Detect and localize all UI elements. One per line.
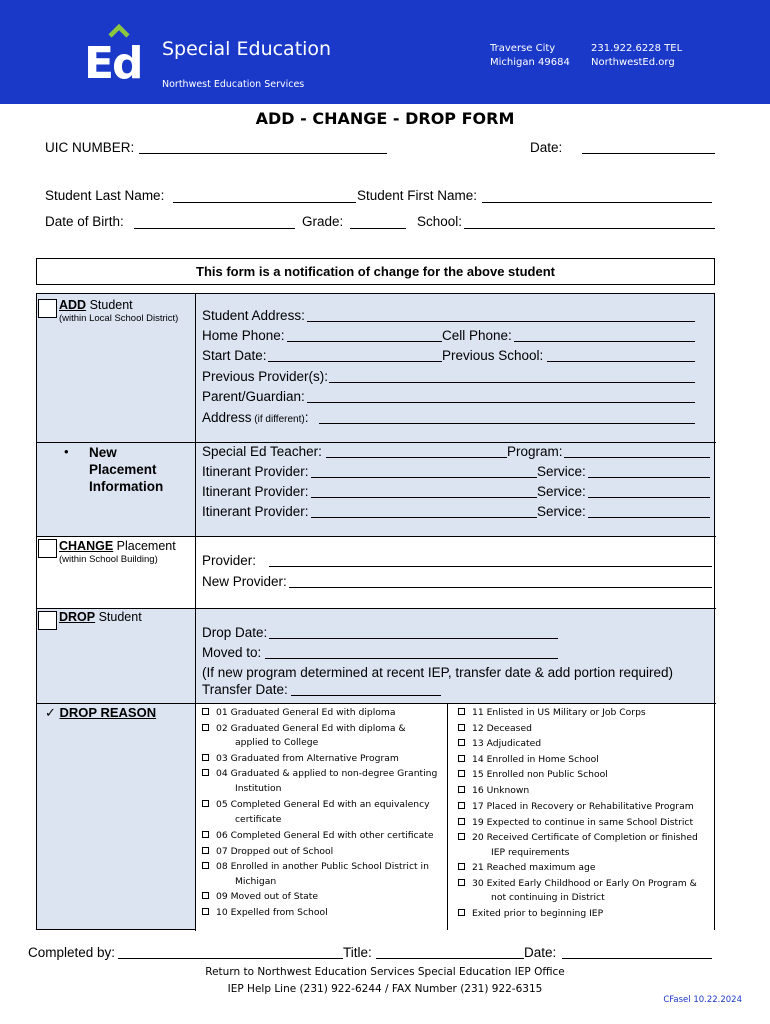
drop-reason-text <box>458 877 713 892</box>
logo-text: Ed <box>84 38 142 89</box>
reason-label: 17 Placed in Recovery or Rehabilitative Program <box>472 801 694 812</box>
reason-checkbox[interactable] <box>202 708 209 715</box>
reason-checkbox[interactable] <box>458 739 465 746</box>
drop-reason-item[interactable] <box>202 767 444 796</box>
transfer-date-line[interactable] <box>291 695 441 696</box>
title-label: Title: <box>343 945 372 960</box>
reason-checkbox[interactable] <box>202 892 209 899</box>
brand-title: Special Education <box>162 38 332 60</box>
drop-reason-text <box>202 860 444 875</box>
reason-checkbox[interactable] <box>458 708 465 715</box>
chevron-up-icon <box>108 24 130 38</box>
itinerant-provider-line-3[interactable] <box>311 517 537 518</box>
drop-reason-text <box>202 906 444 921</box>
reason-label: 05 Completed General Ed with an equivalency <box>216 799 430 810</box>
student-address-label: Student Address: <box>202 308 305 323</box>
reason-label: 14 Enrolled in Home School <box>472 753 599 765</box>
reason-label: 10 Expelled from School <box>216 906 328 918</box>
first-name-label: Student First Name: <box>357 188 478 203</box>
address-note: (if different) <box>251 414 305 425</box>
drop-reason-item[interactable] <box>202 752 444 767</box>
drop-reason-item[interactable] <box>202 706 444 721</box>
add-student-label <box>59 298 133 312</box>
drop-reason-text-cont: IEP requirements <box>491 846 570 858</box>
reason-label: 09 Moved out of State <box>216 891 319 902</box>
drop-reason-text <box>458 768 713 783</box>
drop-reason-item[interactable] <box>458 907 713 922</box>
footer-helpline: IEP Help Line (231) 922-6244 / FAX Number (231) 922-6315 <box>227 983 543 995</box>
drop-reason-text <box>458 784 713 799</box>
drop-reason-item[interactable] <box>458 877 713 906</box>
last-name-input-line[interactable] <box>173 202 356 203</box>
drop-date-line[interactable] <box>269 638 558 639</box>
new-provider-label: New Provider: <box>202 574 287 589</box>
drop-reason-item[interactable] <box>202 845 444 860</box>
row-divider <box>37 442 716 443</box>
reason-checkbox[interactable] <box>202 831 209 838</box>
drop-reason-item[interactable] <box>202 798 444 827</box>
guardian-line[interactable] <box>307 402 695 403</box>
column-divider <box>195 537 196 608</box>
reason-label: 30 Exited Early Childhood or Early On Program & <box>472 877 697 889</box>
date-label: Date: <box>530 140 563 155</box>
city-line-1: Traverse City <box>490 43 556 54</box>
moved-to-line[interactable] <box>265 658 558 659</box>
reason-checkbox[interactable] <box>458 879 465 886</box>
drop-reason-item[interactable] <box>458 753 713 768</box>
address-different-line[interactable] <box>319 423 695 424</box>
reason-label: 13 Adjudicated <box>472 738 542 749</box>
add-checkbox[interactable] <box>38 299 57 318</box>
reason-label: 21 Reached maximum age <box>472 862 596 873</box>
address-different-label <box>202 410 308 425</box>
service-label-2: Service: <box>537 484 586 499</box>
dob-input-line[interactable] <box>134 228 295 229</box>
reason-checkbox[interactable] <box>458 802 465 809</box>
drop-reason-item[interactable] <box>458 861 713 876</box>
drop-reason-item[interactable] <box>458 816 713 831</box>
drop-reason-label <box>45 705 156 721</box>
reason-checkbox[interactable] <box>458 786 465 793</box>
phone-number: 231.922.6228 TEL <box>591 43 683 54</box>
drop-reason-text <box>458 861 713 876</box>
itinerant-provider-line-2[interactable] <box>311 497 537 498</box>
start-date-line[interactable] <box>268 361 442 362</box>
reason-checkbox[interactable] <box>458 724 465 731</box>
completion-date-label: Date: <box>524 945 557 960</box>
drop-reason-item[interactable] <box>458 768 713 783</box>
drop-note: (If new program determined at recent IEP, transfer date & add portion required) <box>202 665 674 680</box>
reason-checkbox[interactable] <box>458 863 465 870</box>
school-label: School: <box>417 214 463 229</box>
drop-reason-text <box>202 890 444 905</box>
drop-student-label <box>59 610 142 624</box>
drop-reason-text <box>202 706 444 721</box>
form-grid <box>36 293 715 930</box>
drop-reason-item[interactable] <box>458 800 713 815</box>
drop-reason-text <box>202 829 444 844</box>
reason-label: 12 Deceased <box>472 722 532 734</box>
reason-checkbox[interactable] <box>202 769 209 776</box>
grade-label: Grade: <box>302 214 344 229</box>
first-name-input-line[interactable] <box>482 202 712 203</box>
moved-to-label: Moved to: <box>202 645 262 660</box>
itinerant-provider-line-1[interactable] <box>311 477 537 478</box>
drop-reason-text-cont: not continuing in District <box>491 892 605 903</box>
address-word: Address <box>202 410 252 425</box>
reason-checkbox[interactable] <box>202 847 209 854</box>
drop-keyword: DROP <box>59 610 96 624</box>
change-keyword: CHANGE <box>59 539 114 553</box>
footer-return-line: Return to Northwest Education Services Special Education IEP Office <box>205 966 565 978</box>
reason-label: 01 Graduated General Ed with diploma <box>216 707 396 718</box>
itinerant-provider-label-3: Itinerant Provider: <box>202 504 309 519</box>
reason-label: 03 Graduated from Alternative Program <box>216 752 399 764</box>
drop-reason-text <box>202 752 444 767</box>
drop-reason-text-cont: applied to College <box>235 737 319 748</box>
change-checkbox[interactable] <box>38 539 57 558</box>
drop-reason-item[interactable] <box>202 906 444 921</box>
new-placement-label: New Placement Information <box>89 445 164 494</box>
drop-reason-item[interactable] <box>202 722 444 751</box>
new-provider-line[interactable] <box>289 587 712 588</box>
drop-reason-text-cont: certificate <box>235 813 282 825</box>
drop-reason-text <box>458 737 713 752</box>
itinerant-provider-label-1: Itinerant Provider: <box>202 464 309 479</box>
drop-date-label: Drop Date: <box>202 625 268 640</box>
grade-input-line[interactable] <box>350 228 406 229</box>
website[interactable]: NorthwestEd.org <box>591 57 675 68</box>
reason-label: 08 Enrolled in another Public School District in <box>216 861 429 872</box>
reason-checkbox[interactable] <box>202 724 209 731</box>
previous-providers-label: Previous Provider(s): <box>202 369 329 384</box>
logo <box>84 24 154 89</box>
cell-phone-label: Cell Phone: <box>442 328 512 343</box>
service-line-2[interactable] <box>588 497 710 498</box>
reason-checkbox[interactable] <box>202 862 209 869</box>
drop-reason-text <box>202 798 444 813</box>
reason-checkbox[interactable] <box>458 818 465 825</box>
drop-reason-item[interactable] <box>458 737 713 752</box>
row-divider <box>37 608 716 609</box>
drop-reason-text <box>202 845 444 860</box>
reason-label: 19 Expected to continue in same School District <box>472 816 694 828</box>
drop-reason-text <box>458 722 713 737</box>
date-input-line[interactable] <box>582 153 715 154</box>
reasons-left-list <box>202 706 444 920</box>
reason-label: Exited prior to beginning IEP <box>472 907 604 919</box>
dob-label: Date of Birth: <box>45 214 124 229</box>
start-date-label: Start Date: <box>202 348 267 363</box>
reason-label: 04 Graduated & applied to non-degree Granting <box>216 768 438 779</box>
revision-code: CFasel 10.22.2024 <box>663 995 742 1005</box>
drop-reason-text-cont: Michigan <box>235 875 277 887</box>
check-icon: ✓ <box>45 705 56 720</box>
drop-rest: Student <box>95 610 142 624</box>
drop-reason-text-cont: Institution <box>235 782 282 794</box>
reason-checkbox[interactable] <box>458 770 465 777</box>
completed-by-line[interactable] <box>118 958 343 959</box>
change-sublabel: (within School Building) <box>59 554 158 565</box>
provider-label: Provider: <box>202 553 257 568</box>
reason-label: 11 Enlisted in US Military or Job Corps <box>472 707 646 718</box>
uic-input-line[interactable] <box>139 153 387 154</box>
reason-label: 16 Unknown <box>472 784 530 796</box>
cell-phone-line[interactable] <box>514 341 695 342</box>
drop-reason-title: DROP REASON <box>59 705 157 720</box>
uic-label: UIC NUMBER: <box>45 140 135 155</box>
reason-checkbox[interactable] <box>202 908 209 915</box>
transfer-date-label: Transfer Date: <box>202 682 288 697</box>
reason-label: 20 Received Certificate of Completion or finished <box>472 832 698 843</box>
reason-label: 06 Completed General Ed with other certificate <box>216 830 434 841</box>
service-label-3: Service: <box>537 504 586 519</box>
drop-checkbox[interactable] <box>38 611 57 630</box>
home-phone-line[interactable] <box>287 341 442 342</box>
drop-reason-text <box>458 753 713 768</box>
completed-by-label: Completed by: <box>28 945 116 960</box>
itinerant-provider-label-2: Itinerant Provider: <box>202 484 309 499</box>
service-label-1: Service: <box>537 464 586 479</box>
program-line[interactable] <box>564 457 710 458</box>
form-title: ADD - CHANGE - DROP FORM <box>255 109 515 128</box>
title-line[interactable] <box>376 958 524 959</box>
provider-line[interactable] <box>269 566 712 567</box>
brand-subtitle: Northwest Education Services <box>162 79 305 90</box>
drop-reason-text <box>458 800 713 815</box>
previous-school-line[interactable] <box>547 361 695 362</box>
reason-label: 07 Dropped out of School <box>216 845 334 857</box>
drop-reason-text <box>202 722 444 737</box>
change-placement-label <box>59 539 176 553</box>
previous-school-label: Previous School: <box>442 348 544 363</box>
office-contact <box>591 42 682 70</box>
drop-reason-text <box>458 816 713 831</box>
drop-reason-text <box>458 706 713 721</box>
add-keyword: ADD <box>59 298 87 312</box>
reasons-right-list <box>458 706 713 921</box>
drop-reason-item[interactable] <box>202 860 444 889</box>
drop-reason-item[interactable] <box>458 784 713 799</box>
special-ed-teacher-label: Special Ed Teacher: <box>202 444 322 459</box>
placement-bullet: • <box>64 444 69 459</box>
drop-reason-text <box>458 831 713 846</box>
office-address <box>490 42 570 70</box>
notice-box: This form is a notification of change for the above student <box>36 258 715 285</box>
program-label: Program: <box>507 444 563 459</box>
reason-checkbox[interactable] <box>458 833 465 840</box>
special-ed-teacher-line[interactable] <box>326 457 507 458</box>
previous-providers-line[interactable] <box>329 382 695 383</box>
add-sublabel: (within Local School District) <box>59 313 179 324</box>
drop-reason-item[interactable] <box>202 829 444 844</box>
city-line-2: Michigan 49684 <box>490 57 570 68</box>
drop-reason-item[interactable] <box>202 890 444 905</box>
school-input-line[interactable] <box>464 228 715 229</box>
service-line-3[interactable] <box>588 517 710 518</box>
change-rest: Placement <box>113 539 176 553</box>
drop-reason-text <box>458 907 713 922</box>
reason-checkbox[interactable] <box>202 800 209 807</box>
reason-checkbox[interactable] <box>458 909 465 916</box>
reason-checkbox[interactable] <box>458 755 465 762</box>
home-phone-label: Home Phone: <box>202 328 285 343</box>
header-banner <box>0 0 770 104</box>
service-line-1[interactable] <box>588 477 710 478</box>
drop-reason-item[interactable] <box>458 706 713 721</box>
drop-reason-item[interactable] <box>458 722 713 737</box>
reason-checkbox[interactable] <box>202 754 209 761</box>
guardian-label: Parent/Guardian: <box>202 389 305 404</box>
reason-label: 02 Graduated General Ed with diploma & <box>216 722 406 734</box>
completion-date-line[interactable] <box>562 958 712 959</box>
drop-reason-item[interactable] <box>458 831 713 860</box>
reason-column-divider <box>447 703 448 930</box>
add-rest: Student <box>86 298 133 312</box>
last-name-label: Student Last Name: <box>45 188 165 203</box>
address-colon: : <box>304 410 309 425</box>
reason-label: 15 Enrolled non Public School <box>472 769 608 780</box>
drop-reason-text <box>202 767 444 782</box>
student-address-line[interactable] <box>307 321 695 322</box>
